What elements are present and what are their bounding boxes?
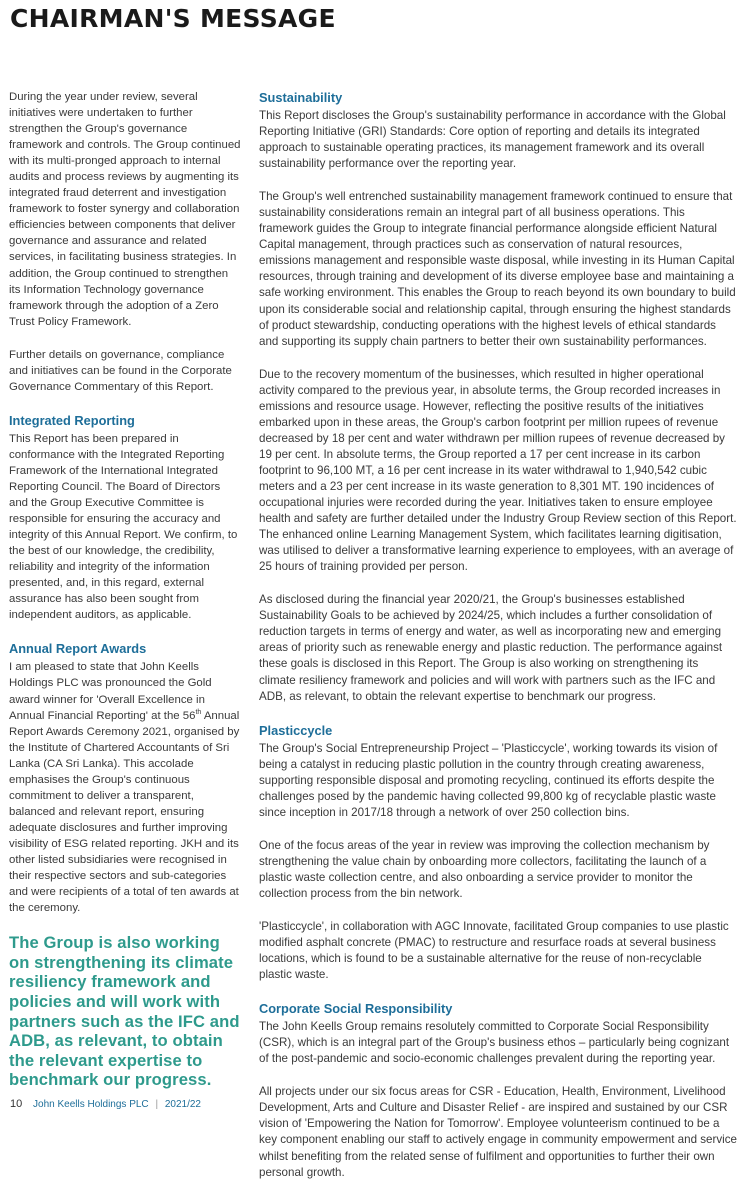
footer-company: John Keells Holdings PLC	[33, 1099, 149, 1110]
plasticcycle-heading: Plasticcycle	[259, 722, 333, 738]
plasticcycle-paragraph-2: One of the focus areas of the year in review was improving the collection mechanism by strengthening the value chain by onboarding more collectors, facilitating the launch of a plastic waste collection centre, and also onboarding a service provider to monitor the collection process from the bin network.	[259, 838, 710, 900]
governance-paragraph: During the year under review, several initiatives were undertaken to further strengthen the Group's governance framework and controls. The Group continued with its multi-pronged approach to internal audits and process reviews by augmenting its integrated fraud deterrent and investigation framework to foster synergy and collaboration efficiencies between components that deliver governance and assurance and related services, in facilitating business strategies. In addition, the Group continued to strengthen its Information Technology governance framework through the adoption of a Zero Trust Policy Framework.	[9, 91, 241, 328]
sustainability-paragraph-4: As disclosed during the financial year 2020/21, the Group's businesses established Sustainability Goals to be achieved by 2024/25, which includes a further consolidation of reduction targets in terms of energy and water, as well as incorporating new and emerging areas of priority such as renewable energy and plastic reduction. The performance against these goals is disclosed in this Report. The Group is also working on strengthening its climate resiliency framework and policies and will work with partners such as the IFC and ADB, as relevant, to obtain the relevant expertise to benchmark our progress.	[259, 593, 723, 703]
csr-heading: Corporate Social Responsibility	[259, 1001, 453, 1017]
governance-details-paragraph: Further details on governance, compliance and initiatives can be found in the Corporate Governance Commentary of this Report.	[9, 348, 232, 393]
annual-report-awards-paragraph: I am pleased to state that John Keells Holdings PLC was pronounced the Gold award winner for 'Overall Excellence in Annual Financial Reporting' at the 56th Annual Report Awards Ceremony 2021, organised by the Institute of Chartered Accountants of Sri Lanka (CA Sri Lanka). This accolade emphasises the Group's continuous commitment to deliver a transparent, balanced and relevant report, ensuring adequate disclosures and further improving visibility of ESG related reporting. JKH and its other listed subsidiaries were recognised in their respective sectors and sub-categories and were recipients of a total of ten awards at the ceremony.	[9, 661, 240, 915]
page-title: CHAIRMAN'S MESSAGE	[10, 4, 336, 33]
integrated-reporting-paragraph: This Report has been prepared in conformance with the Integrated Reporting Framework of the International Integrated Reporting Council. The Board of Directors and the Group Executive Committee is responsible for ensuring the accuracy and integrity of this Annual Report. We confirm, to the best of our knowledge, the credibility, reliability and integrity of the information presented, and, in this regard, external assurance has also been sought from independent auditors, as applicable.	[9, 432, 238, 622]
footer-year: 2021/22	[164, 1099, 201, 1110]
integrated-reporting-heading: Integrated Reporting	[9, 412, 135, 428]
right-column	[259, 89, 737, 1198]
sustainability-paragraph-3: Due to the recovery momentum of the businesses, which resulted in higher operational activity compared to the previous year, in absolute terms, the Group recorded increases in emissions and resource usage. However, reflecting the positive results of the initiatives embarked upon in these areas, the Group's carbon footprint per million rupees of revenue decreased by 18 per cent and water withdrawn per million rupees of revenue decreased by 19 per cent. In absolute terms, the Group reported a 17 per cent increase in its carbon footprint to 96,100 MT, a 16 per cent increase in its water withdrawal to 1,940,542 cubic meters and a 23 per cent increase in its waste generation to 8,301 MT. 190 incidences of occupational injuries were recorded during the year. Initiatives taken to ensure employee health and safety are further detailed under the Industry Group Review section of this Report. The enhanced online Learning Management System, which facilitates learning digitisation, was utilised to deliver a transformative learning experience to employees, with an average of 25 hours of training provided per person.	[259, 367, 737, 574]
footer-separator: |	[155, 1099, 159, 1110]
left-column	[9, 89, 241, 1090]
page-number: 10	[10, 1098, 23, 1110]
plasticcycle-paragraph-3: 'Plasticcycle', in collaboration with AGC Innovate, facilitated Group companies to use plastic modified asphalt concrete (PMAC) to restructure and resurface roads at several business locations, which is found to be a sustainable alternative for the reuse of non-recyclable plastic waste.	[259, 920, 729, 982]
plasticcycle-paragraph-1: The Group's Social Entrepreneurship Project – 'Plasticcycle', working towards its vision of being a catalyst in reducing plastic pollution in the country through creating awareness, supporting responsible disposal and promoting recycling, continued its efforts despite the challenges posed by the pandemic having collected 99,800 kg of recyclable plastic waste since inception in 2017/18 through a network of over 250 collection bins.	[259, 741, 718, 819]
page-footer	[10, 1098, 201, 1110]
csr-paragraph-2: All projects under our six focus areas for CSR - Education, Health, Environment, Livelihood Development, Arts and Culture and Disaster Relief - are inspired and sustained by our CSR vision of 'Empowering the Nation for Tomorrow'. Employee volunteerism continued to be a key component enabling our staff to actively engage in community empowerment and service whilst benefiting from the related sense of fulfilment and opportunities to further their own personal growth.	[259, 1085, 737, 1179]
sustainability-paragraph-2: The Group's well entrenched sustainability management framework continued to ensure that sustainability considerations remain an integral part of all business operations. This framework guides the Group to integrate financial performance alongside efficient Natural Capital management, through practices such as conservation of natural resources, emissions management and responsible waste disposal, while investing in its Human Capital resources, through training and development of its diverse employee base and maintaining a safe working environment. This enables the Group to reach beyond its own boundary to build upon its considerable social and relationship capital, through ensuring the highest standards of product stewardship, conducting operations with the highest levels of ethical standards and supporting its supply chain partners to better their own sustainability performances.	[259, 190, 736, 348]
annual-report-awards-heading: Annual Report Awards	[9, 641, 147, 657]
pull-quote: The Group is also working on strengthening its climate resiliency framework and policies and will work with partners such as the IFC and ADB, as relevant, to obtain the relevant expertise to benchmark our progress.	[9, 933, 240, 1090]
sustainability-heading: Sustainability	[259, 90, 343, 105]
csr-paragraph-1: The John Keells Group remains resolutely committed to Corporate Social Responsibility (CSR), which is an integral part of the Group's business ethos – particularly being cognizant of the post-pandemic and socio-economic challenges prevalent during the reporting year.	[259, 1020, 730, 1066]
ordinal-superscript: th	[195, 708, 202, 716]
sustainability-paragraph-1: This Report discloses the Group's sustainability performance in accordance with the Global Reporting Initiative (GRI) Standards: Core option of reporting and details its integrated approach to sustainable operating practices, its management framework and its overall sustainability performance over the reporting year.	[259, 109, 726, 171]
